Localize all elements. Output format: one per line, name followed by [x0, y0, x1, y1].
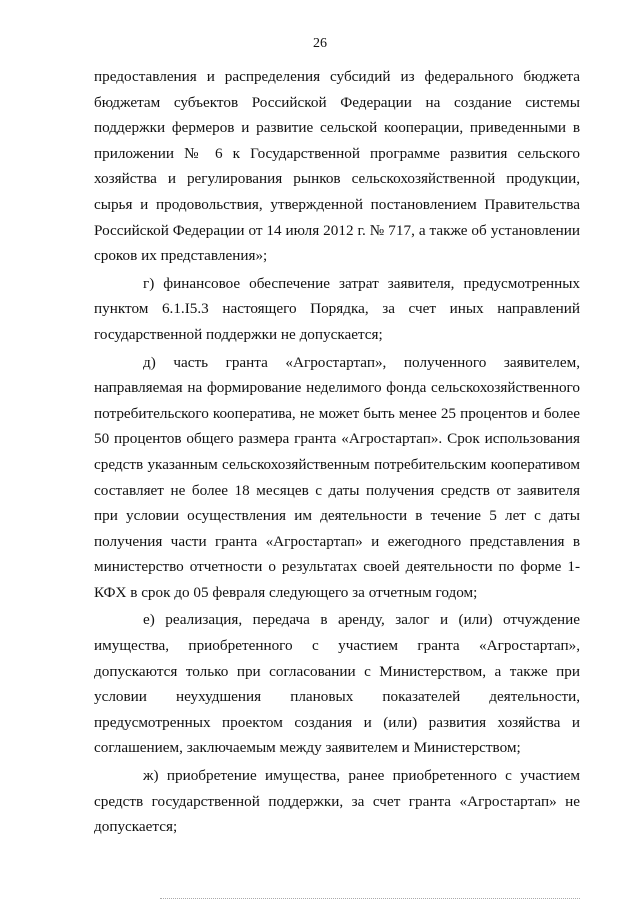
paragraph-item-g: г) финансовое обеспечение затрат заявителя, предусмотренных пунктом 6.1.I5.3 настоящего Порядка, за счет иных направлений государственной поддержки не допускается; — [94, 274, 580, 343]
paragraph-continuation: предоставления и распределения субсидий из федерального бюджета бюджетам субъектов Российской Федерации на создание системы поддержки фермеров и развитие сельской кооперации, приведенными в приложении № 6 к Государственной программе развития сельского хозяйства и регулирования рынков сельскохозяйственной продукции, сырья и продовольствия, утвержденной постановлением Правительства Российской Федерации от 14 июля 2012 г. № 717, а также об установлении сроков их представления»; — [94, 68, 580, 265]
paragraph-item-d: д) часть гранта «Агростартап», полученного заявителем, направляемая на формирование неделимого фонда сельскохозяйственного потребительского кооператива, не может быть менее 25 процентов и более 50 процентов общего размера гранта «Агростартап». Срок использования средств указанным сельскохозяйственным потребительским кооперативом составляет не более 18 месяцев с даты получения средств от заявителя при условии осуществления им деятельности в течение 5 лет с даты получения части гранта «Агростартап» и ежегодного представления в министерство отчетности о результатах своей деятельности по форме 1- КФХ в срок до 05 февраля следующего за отчетным годом; — [94, 353, 580, 601]
paragraph-item-e: е) реализация, передача в аренду, залог и (или) отчуждение имущества, приобретенного с участием гранта «Агростартап», допускаются только при согласовании с Министерством, а также при условии неухудшения плановых показателей деятельности, предусмотренных проектом создания и (или) развития хозяйства и соглашением, заключаемым между заявителем и Министерством; — [94, 611, 580, 757]
document-body — [94, 64, 580, 840]
footer-rule — [160, 898, 580, 900]
page-number: 26 — [313, 36, 327, 51]
paragraph-item-zh: ж) приобретение имущества, ранее приобретенного с участием средств государственной поддержки, за счет гранта «Агростартап» не допускается; — [94, 767, 580, 836]
